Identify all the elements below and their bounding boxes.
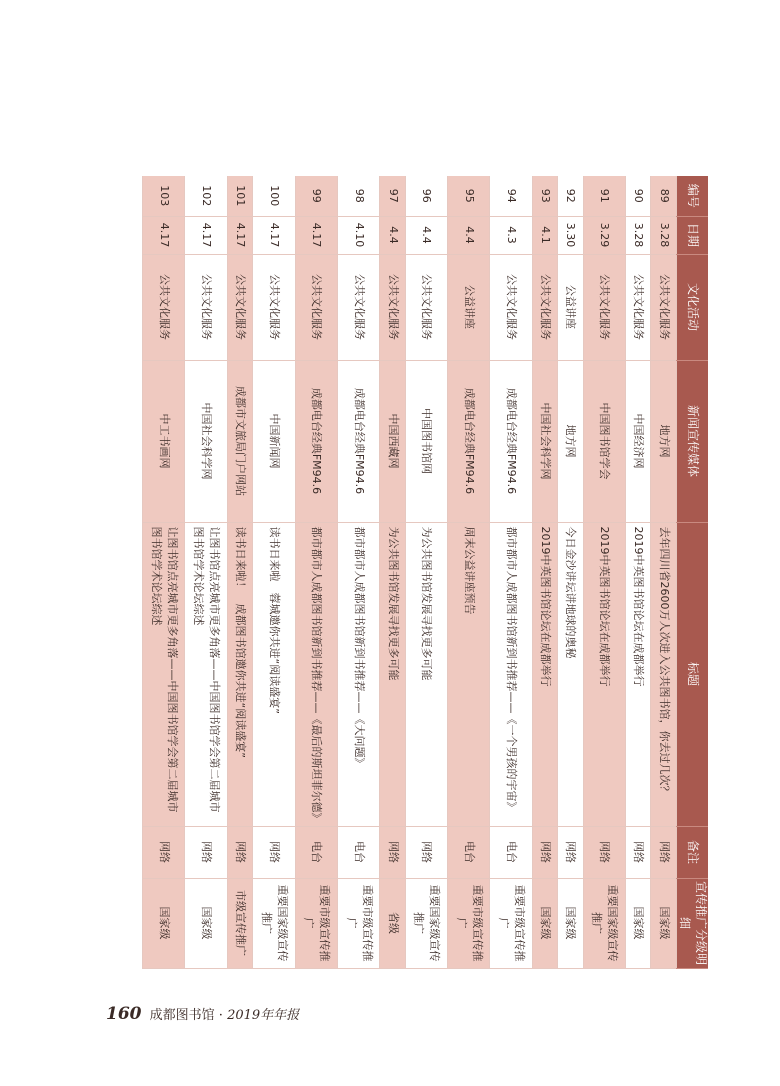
cell-date: 3.30 [558, 216, 583, 254]
cell-date: 4.17 [227, 216, 252, 254]
cell-media: 成都市文旅局门户网站 [227, 360, 252, 522]
cell-activity: 公共文化服务 [583, 254, 625, 360]
table-row [583, 176, 625, 968]
cell-num: 93 [532, 176, 557, 216]
cell-activity: 公共文化服务 [337, 254, 379, 360]
cell-media: 成都电台经典FM94.6 [337, 360, 379, 522]
footer-org: 成都图书馆 [149, 1008, 215, 1023]
cell-date: 4.17 [295, 216, 337, 254]
cell-media: 中国社会科学网 [532, 360, 557, 522]
cell-num: 90 [626, 176, 651, 216]
cell-activity: 公共文化服务 [185, 254, 227, 360]
cell-activity: 公共文化服务 [532, 254, 557, 360]
cell-num: 101 [227, 176, 252, 216]
page-footer [106, 1004, 299, 1024]
header-num: 编号 [676, 176, 708, 216]
cell-note: 网络 [651, 826, 676, 878]
cell-note: 电台 [448, 826, 490, 878]
table-row [448, 176, 490, 968]
cell-level: 省级 [380, 878, 405, 968]
cell-note: 网络 [405, 826, 447, 878]
cell-date: 4.4 [405, 216, 447, 254]
table-row [380, 176, 405, 968]
table-row [405, 176, 447, 968]
cell-activity: 公共文化服务 [490, 254, 532, 360]
cell-title: 都市都市人成都图书馆新到书推荐——《最后的斯坦菲尔德》 [295, 522, 337, 826]
cell-level: 国家级 [185, 878, 227, 968]
cell-num: 99 [295, 176, 337, 216]
table-row [227, 176, 252, 968]
cell-level: 重要市级宣传推广 [295, 878, 337, 968]
table-row [253, 176, 295, 968]
cell-media: 成都电台经典FM94.6 [448, 360, 490, 522]
cell-level: 市级宣传推广 [227, 878, 252, 968]
cell-num: 97 [380, 176, 405, 216]
cell-activity: 公益讲座 [448, 254, 490, 360]
cell-level: 重要国家级宣传推广 [405, 878, 447, 968]
cell-activity: 公共文化服务 [143, 254, 186, 360]
table-row [651, 176, 676, 968]
cell-date: 3.28 [626, 216, 651, 254]
cell-note: 电台 [295, 826, 337, 878]
cell-date: 4.4 [380, 216, 405, 254]
cell-title: 2019中英图书馆论坛在成都举行 [626, 522, 651, 826]
cell-title: 读书日来啦！ 成都图书馆邀你共进“阅读盛宴” [227, 522, 252, 826]
cell-activity: 公共文化服务 [380, 254, 405, 360]
cell-title: 让图书馆点亮城市更多角落——中国图书馆学会第二届城市图书馆学术论坛综述 [143, 522, 186, 826]
cell-date: 4.17 [143, 216, 186, 254]
cell-media: 中国经济网 [626, 360, 651, 522]
cell-note: 网络 [380, 826, 405, 878]
cell-title: 去年四川省2600万人次进入公共图书馆，你去过几次？ [651, 522, 676, 826]
cell-media: 地方网 [558, 360, 583, 522]
header-date: 日期 [676, 216, 708, 254]
cell-num: 92 [558, 176, 583, 216]
cell-activity: 公共文化服务 [651, 254, 676, 360]
cell-level: 重要市级宣传推广 [337, 878, 379, 968]
header-note: 备注 [676, 826, 708, 878]
table-row [558, 176, 583, 968]
table-row [532, 176, 557, 968]
cell-level: 重要国家级宣传推广 [583, 878, 625, 968]
cell-num: 89 [651, 176, 676, 216]
table-row [490, 176, 532, 968]
cell-note: 网络 [143, 826, 186, 878]
header-title: 标题 [676, 522, 708, 826]
cell-title: 都市都市人成都图书馆新到书推荐——《大问题》 [337, 522, 379, 826]
cell-activity: 公共文化服务 [253, 254, 295, 360]
cell-num: 103 [143, 176, 186, 216]
cell-title: 周末公益讲座预告 [448, 522, 490, 826]
header-level: 宣传推广分级明细 [676, 878, 708, 968]
cell-note: 网络 [626, 826, 651, 878]
footer-year-label: 2019年年报 [227, 1008, 300, 1023]
cell-num: 96 [405, 176, 447, 216]
cell-num: 91 [583, 176, 625, 216]
cell-note: 网络 [583, 826, 625, 878]
cell-num: 98 [337, 176, 379, 216]
cell-note: 电台 [490, 826, 532, 878]
cell-title: 读书日来啦 蓉城邀你共进“阅读盛宴” [253, 522, 295, 826]
cell-media: 成都电台经典FM94.6 [490, 360, 532, 522]
table-row [337, 176, 379, 968]
table-row [185, 176, 227, 968]
cell-title: 2019中英图书馆论坛在成都举行 [532, 522, 557, 826]
cell-media: 成都电台经典FM94.6 [295, 360, 337, 522]
header-media: 新闻宣传媒体 [676, 360, 708, 522]
cell-media: 中国西藏网 [380, 360, 405, 522]
table-header-row [676, 176, 708, 968]
cell-level: 国家级 [532, 878, 557, 968]
cell-activity: 公益讲座 [558, 254, 583, 360]
cell-level: 国家级 [651, 878, 676, 968]
table-row [626, 176, 651, 968]
footer-separator: · [218, 1008, 223, 1023]
header-activity: 文化活动 [676, 254, 708, 360]
cell-num: 100 [253, 176, 295, 216]
cell-activity: 公共文化服务 [405, 254, 447, 360]
cell-media: 地方网 [651, 360, 676, 522]
cell-note: 网络 [227, 826, 252, 878]
cell-date: 3.29 [583, 216, 625, 254]
cell-title: 今日金沙讲坛讲地球的奥秘 [558, 522, 583, 826]
cell-num: 94 [490, 176, 532, 216]
cell-note: 网络 [253, 826, 295, 878]
cell-media: 中国图书馆学会 [583, 360, 625, 522]
cell-note: 网络 [558, 826, 583, 878]
cell-level: 重要市级宣传推广 [448, 878, 490, 968]
cell-title: 为公共图书馆发展寻找更多可能 [380, 522, 405, 826]
media-coverage-table [142, 176, 708, 969]
rotated-table-container [142, 176, 708, 968]
cell-date: 4.17 [185, 216, 227, 254]
cell-media: 中国图书馆网 [405, 360, 447, 522]
cell-activity: 公共文化服务 [295, 254, 337, 360]
cell-title: 都市都市人成都图书馆新到书推荐——《一个男孩的宇宙》 [490, 522, 532, 826]
cell-level: 国家级 [558, 878, 583, 968]
cell-media: 中工书画网 [143, 360, 186, 522]
cell-title: 为公共图书馆发展寻找更多可能 [405, 522, 447, 826]
cell-activity: 公共文化服务 [227, 254, 252, 360]
cell-date: 4.10 [337, 216, 379, 254]
cell-num: 95 [448, 176, 490, 216]
table-row [143, 176, 186, 968]
cell-media: 中国社会科学网 [185, 360, 227, 522]
cell-title: 让图书馆点亮城市更多角落——中国图书馆学会第二届城市图书馆学术论坛综述 [185, 522, 227, 826]
cell-note: 电台 [337, 826, 379, 878]
cell-level: 重要市级宣传推广 [490, 878, 532, 968]
table-row [295, 176, 337, 968]
cell-date: 4.4 [448, 216, 490, 254]
cell-date: 4.3 [490, 216, 532, 254]
cell-level: 国家级 [626, 878, 651, 968]
cell-date: 3.28 [651, 216, 676, 254]
cell-num: 102 [185, 176, 227, 216]
cell-media: 中国新闻网 [253, 360, 295, 522]
cell-activity: 公共文化服务 [626, 254, 651, 360]
page-number: 160 [106, 1004, 142, 1024]
cell-date: 4.1 [532, 216, 557, 254]
cell-level: 国家级 [143, 878, 186, 968]
cell-note: 网络 [532, 826, 557, 878]
cell-level: 重要国家级宣传推广 [253, 878, 295, 968]
cell-date: 4.17 [253, 216, 295, 254]
cell-title: 2019中英图书馆论坛在成都举行 [583, 522, 625, 826]
cell-note: 网络 [185, 826, 227, 878]
